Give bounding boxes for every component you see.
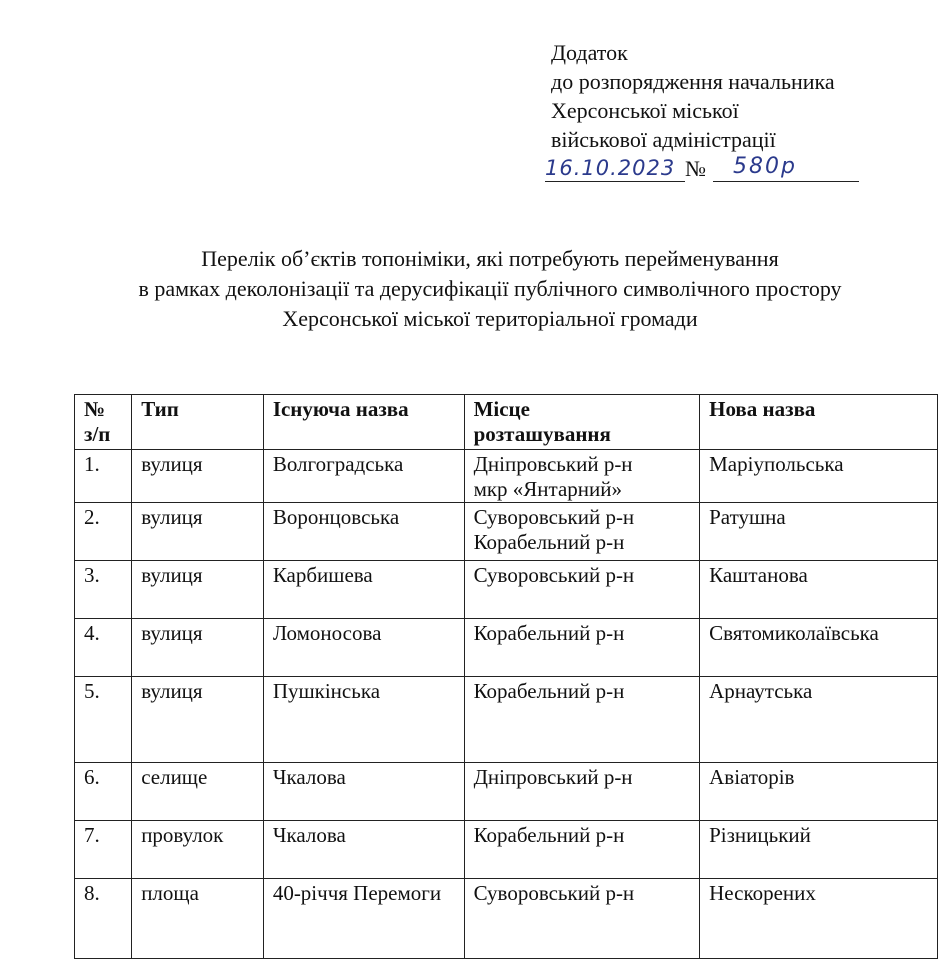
header-location	[464, 395, 700, 450]
row-type: вулиця	[132, 450, 264, 503]
row-location: Корабельний р-н	[464, 677, 700, 763]
row-existing-name: Чкалова	[263, 821, 464, 879]
header-number-line-2: з/п	[84, 422, 111, 446]
appendix-header	[551, 38, 835, 154]
row-type: вулиця	[132, 503, 264, 561]
row-new-name: Ратушна	[700, 503, 938, 561]
row-existing-name: 40-річчя Перемоги	[263, 879, 464, 959]
row-existing-name: Воронцовська	[263, 503, 464, 561]
appendix-line-2: до розпорядження начальника	[551, 69, 835, 94]
row-type: селище	[132, 763, 264, 821]
row-new-name: Каштанова	[700, 561, 938, 619]
row-type: вулиця	[132, 677, 264, 763]
row-new-name: Різницький	[700, 821, 938, 879]
row-type: провулок	[132, 821, 264, 879]
row-number: 3.	[75, 561, 132, 619]
row-number: 7.	[75, 821, 132, 879]
row-number: 8.	[75, 879, 132, 959]
table-row	[75, 879, 938, 959]
header-type: Тип	[132, 395, 264, 450]
row-number: 6.	[75, 763, 132, 821]
row-location: Дніпровський р-н	[464, 763, 700, 821]
table-row	[75, 763, 938, 821]
row-existing-name: Карбишева	[263, 561, 464, 619]
table-row	[75, 561, 938, 619]
title-line-1: Перелік об’єктів топоніміки, які потребують перейменування	[201, 246, 779, 271]
row-location	[464, 450, 700, 503]
table-row	[75, 619, 938, 677]
number-underline	[713, 181, 859, 182]
row-new-name: Нескорених	[700, 879, 938, 959]
title-line-2: в рамках деколонізації та дерусифікації публічного символічного простору	[138, 276, 842, 301]
row-type: вулиця	[132, 561, 264, 619]
header-location-line-2: розташування	[473, 422, 611, 446]
date-underline	[545, 181, 685, 182]
header-new-name: Нова назва	[700, 395, 938, 450]
order-reference	[545, 150, 865, 186]
appendix-line-4: військової адміністрації	[551, 127, 776, 152]
row-existing-name: Волгоградська	[263, 450, 464, 503]
appendix-line-1: Додаток	[551, 40, 628, 65]
row-existing-name: Пушкінська	[263, 677, 464, 763]
row-location-line-2: мкр «Янтарний»	[473, 477, 623, 501]
row-location-line-1: Суворовський р-н	[473, 505, 635, 529]
row-type: площа	[132, 879, 264, 959]
number-sign: №	[685, 156, 706, 181]
row-existing-name: Ломоносова	[263, 619, 464, 677]
table-row	[75, 677, 938, 763]
row-location	[464, 503, 700, 561]
row-new-name: Авіаторів	[700, 763, 938, 821]
header-number	[75, 395, 132, 450]
row-location: Суворовський р-н	[464, 561, 700, 619]
row-new-name: Маріупольська	[700, 450, 938, 503]
row-number: 4.	[75, 619, 132, 677]
row-new-name: Арнаутська	[700, 677, 938, 763]
title-line-3: Херсонської міської територіальної громади	[282, 306, 698, 331]
appendix-line-3: Херсонської міської	[551, 98, 739, 123]
row-new-name: Святомиколаївська	[700, 619, 938, 677]
row-location: Корабельний р-н	[464, 821, 700, 879]
table-header-row	[75, 395, 938, 450]
table-row	[75, 821, 938, 879]
row-location: Суворовський р-н	[464, 879, 700, 959]
header-location-line-1: Місце	[473, 397, 530, 421]
order-date: 16.10.2023	[545, 156, 676, 180]
header-existing-name: Існуюча назва	[263, 395, 464, 450]
row-location-line-1: Дніпровський р-н	[473, 452, 633, 476]
document-title	[0, 244, 938, 334]
row-number: 1.	[75, 450, 132, 503]
order-number: 580р	[733, 154, 797, 179]
row-type: вулиця	[132, 619, 264, 677]
row-number: 2.	[75, 503, 132, 561]
table-row	[75, 450, 938, 503]
row-location-line-2: Корабельний р-н	[473, 530, 625, 554]
row-number: 5.	[75, 677, 132, 763]
toponymy-table	[74, 394, 938, 959]
header-number-line-1: №	[84, 397, 106, 421]
table-row	[75, 503, 938, 561]
row-existing-name: Чкалова	[263, 763, 464, 821]
row-location: Корабельний р-н	[464, 619, 700, 677]
